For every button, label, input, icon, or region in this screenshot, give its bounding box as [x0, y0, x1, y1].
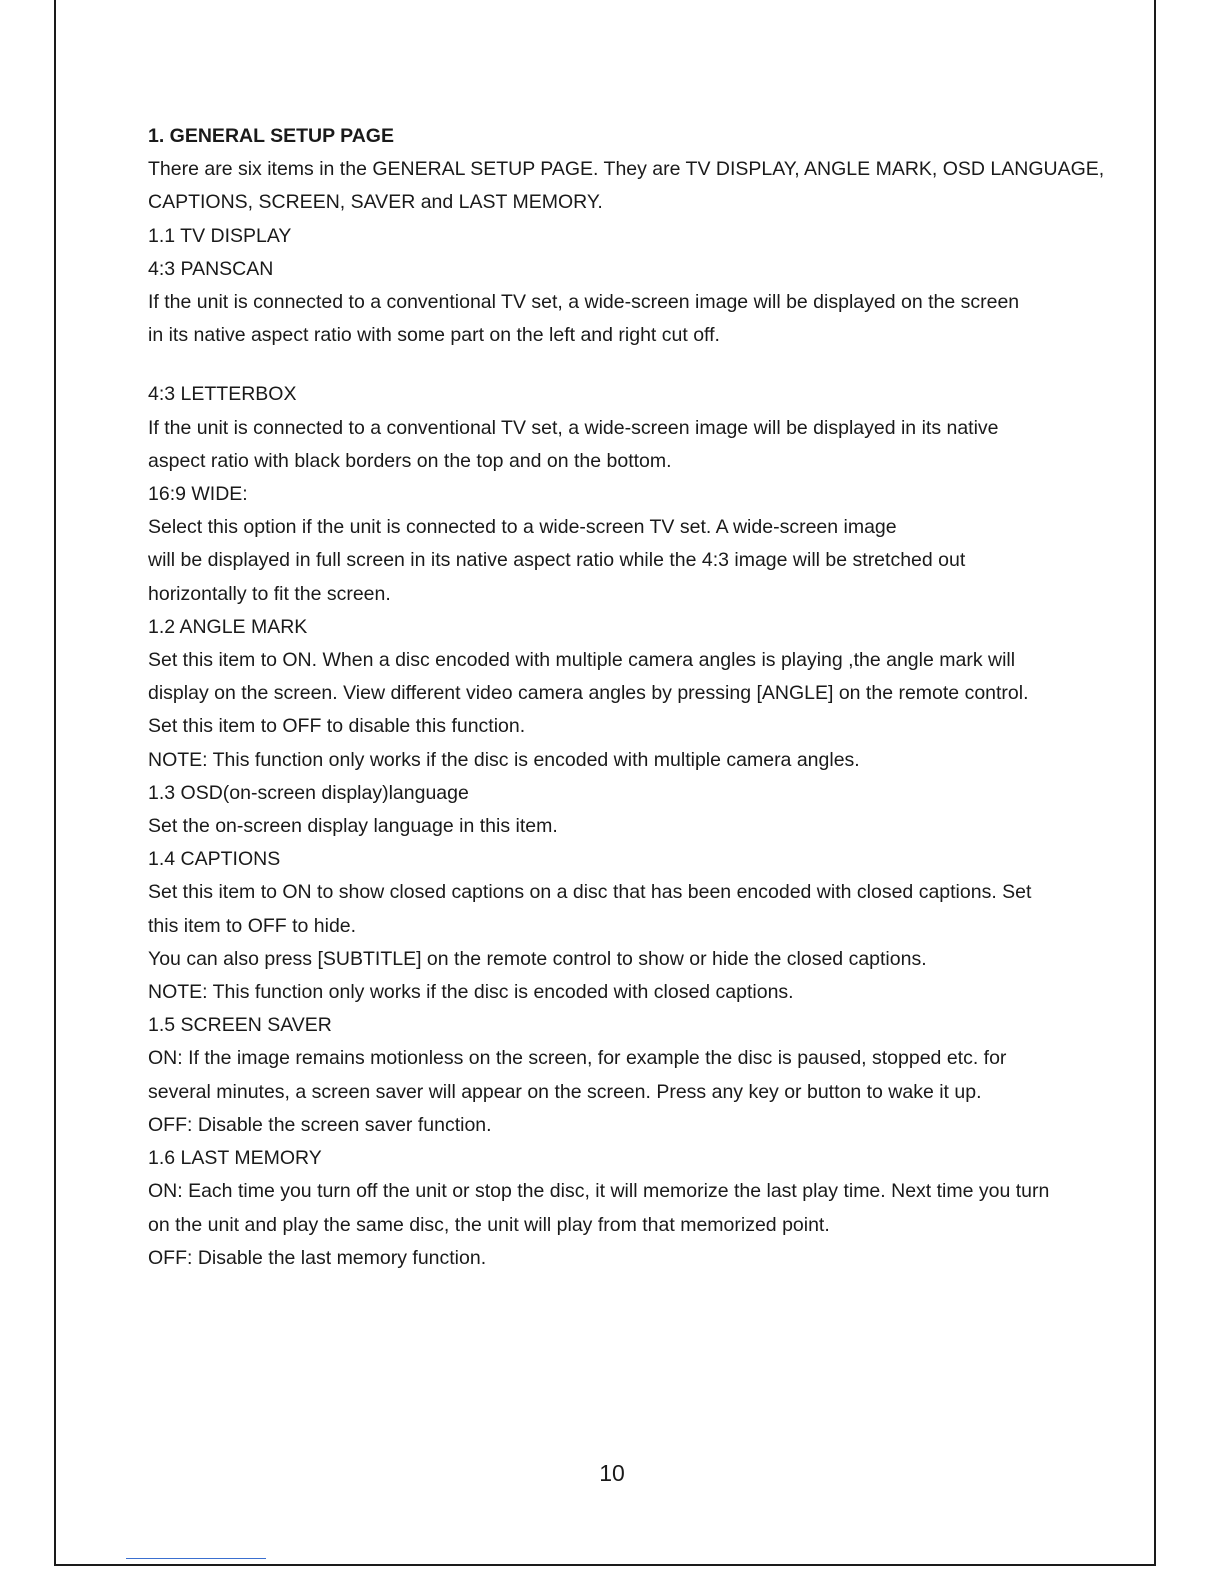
option-heading-letterbox: 4:3 LETTERBOX — [148, 383, 297, 406]
body-line: in its native aspect ratio with some part on the left and right cut off. — [148, 324, 720, 347]
body-line: Set this item to ON. When a disc encoded with multiple camera angles is playing ,the angle mark will — [148, 649, 1016, 672]
body-line: Set this item to ON to show closed captions on a disc that has been encoded with closed captions. Set — [148, 881, 1032, 904]
body-line: OFF: Disable the screen saver function. — [148, 1113, 492, 1136]
subsection-heading-angle-mark: 1.2 ANGLE MARK — [148, 615, 308, 638]
body-line: horizontally to fit the screen. — [148, 582, 391, 605]
option-heading-panscan: 4:3 PANSCAN — [148, 257, 274, 280]
body-line: Select this option if the unit is connected to a wide-screen TV set. A wide-screen image — [148, 516, 897, 539]
body-line: ON: If the image remains motionless on the screen, for example the disc is paused, stopped etc. for — [148, 1047, 1007, 1070]
subsection-heading-tv-display: 1.1 TV DISPLAY — [148, 224, 292, 247]
intro-line: CAPTIONS, SCREEN, SAVER and LAST MEMORY. — [148, 191, 603, 214]
body-line: ON: Each time you turn off the unit or stop the disc, it will memorize the last play time. Next time you turn — [148, 1180, 1050, 1203]
intro-line: There are six items in the GENERAL SETUP PAGE. They are TV DISPLAY, ANGLE MARK, OSD LANGUAGE, — [148, 158, 1105, 181]
note-line: NOTE: This function only works if the disc is encoded with multiple camera angles. — [148, 748, 860, 771]
footer-rule — [126, 1558, 266, 1559]
body-line: on the unit and play the same disc, the unit will play from that memorized point. — [148, 1213, 830, 1236]
section-heading: 1. GENERAL SETUP PAGE — [148, 125, 394, 147]
body-line: will be displayed in full screen in its native aspect ratio while the 4:3 image will be stretched out — [148, 549, 966, 572]
body-line: several minutes, a screen saver will appear on the screen. Press any key or button to wake it up. — [148, 1080, 982, 1103]
body-line: this item to OFF to hide. — [148, 914, 357, 937]
body-line: aspect ratio with black borders on the top and on the bottom. — [148, 449, 672, 472]
subsection-heading-captions: 1.4 CAPTIONS — [148, 848, 281, 871]
note-line: NOTE: This function only works if the disc is encoded with closed captions. — [148, 981, 794, 1004]
document-body — [148, 120, 1128, 1275]
page-number: 10 — [599, 1460, 625, 1486]
body-line: Set this item to OFF to disable this function. — [148, 715, 526, 738]
option-heading-wide: 16:9 WIDE: — [148, 483, 248, 506]
body-line: If the unit is connected to a conventional TV set, a wide-screen image will be displayed on the screen — [148, 291, 1020, 314]
subsection-heading-last-memory: 1.6 LAST MEMORY — [148, 1147, 322, 1170]
body-line: display on the screen. View different video camera angles by pressing [ANGLE] on the remote control. — [148, 682, 1029, 705]
body-line: You can also press [SUBTITLE] on the remote control to show or hide the closed captions. — [148, 947, 927, 970]
body-line: OFF: Disable the last memory function. — [148, 1246, 487, 1269]
body-line: If the unit is connected to a conventional TV set, a wide-screen image will be displayed in its native — [148, 416, 999, 439]
subsection-heading-screen-saver: 1.5 SCREEN SAVER — [148, 1014, 332, 1037]
subsection-heading-osd: 1.3 OSD(on-screen display)language — [148, 781, 469, 804]
body-line: Set the on-screen display language in this item. — [148, 815, 558, 838]
